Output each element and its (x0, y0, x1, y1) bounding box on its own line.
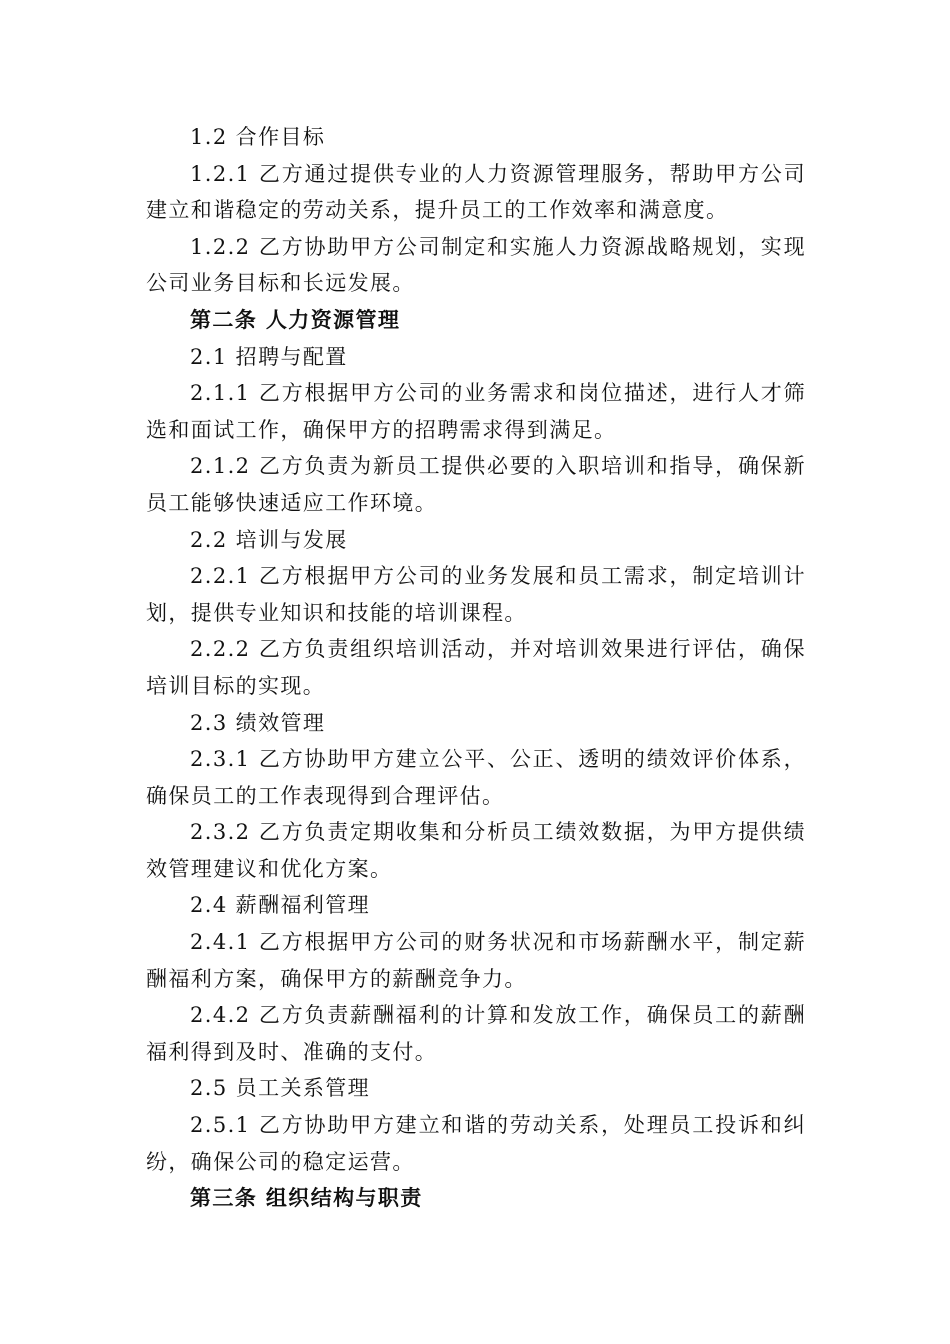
article-heading: 第二条 人力资源管理 (190, 307, 401, 332)
clause-paragraph: 2.3.2 乙方负责定期收集和分析员工绩效数据，为甲方提供绩效管理建议和优化方案。 (146, 820, 806, 881)
subsection-title: 2.1 招聘与配置 (190, 344, 348, 369)
subsection-title: 2.3 绩效管理 (190, 710, 326, 735)
clause-paragraph: 1.2.2 乙方协助甲方公司制定和实施人力资源战略规划，实现公司业务目标和长远发展。 (146, 234, 806, 296)
clause-paragraph: 2.4.2 乙方负责薪酬福利的计算和发放工作，确保员工的薪酬福利得到及时、准确的支付。 (146, 1003, 806, 1064)
clause-paragraph: 2.2.1 乙方根据甲方公司的业务发展和员工需求，制定培训计划，提供专业知识和技能的培训课程。 (146, 564, 806, 625)
clause-paragraph: 2.4.1 乙方根据甲方公司的财务状况和市场薪酬水平，制定薪酬福利方案，确保甲方的薪酬竞争力。 (146, 930, 806, 991)
clause-paragraph: 1.2.1 乙方通过提供专业的人力资源管理服务，帮助甲方公司建立和谐稳定的劳动关系，提升员工的工作效率和满意度。 (146, 161, 806, 223)
article-heading: 第三条 组织结构与职责 (190, 1186, 423, 1211)
clause-paragraph: 2.2.2 乙方负责组织培训活动，并对培训效果进行评估，确保培训目标的实现。 (146, 637, 806, 698)
subsection-title: 2.5 员工关系管理 (190, 1076, 371, 1101)
subsection-title: 2.2 培训与发展 (190, 527, 348, 552)
subsection-title: 2.4 薪酬福利管理 (190, 893, 371, 918)
clause-paragraph: 2.1.1 乙方根据甲方公司的业务需求和岗位描述，进行人才筛选和面试工作，确保甲方的招聘需求得到满足。 (146, 381, 806, 442)
subsection-title: 1.2 合作目标 (190, 125, 326, 149)
clause-paragraph: 2.3.1 乙方协助甲方建立公平、公正、透明的绩效评价体系，确保员工的工作表现得到合理评估。 (146, 747, 806, 808)
clause-paragraph: 2.1.2 乙方负责为新员工提供必要的入职培训和指导，确保新员工能够快速适应工作环境。 (146, 454, 806, 515)
clause-paragraph: 2.5.1 乙方协助甲方建立和谐的劳动关系，处理员工投诉和纠纷，确保公司的稳定运营。 (146, 1113, 806, 1174)
document-body (146, 119, 806, 1217)
